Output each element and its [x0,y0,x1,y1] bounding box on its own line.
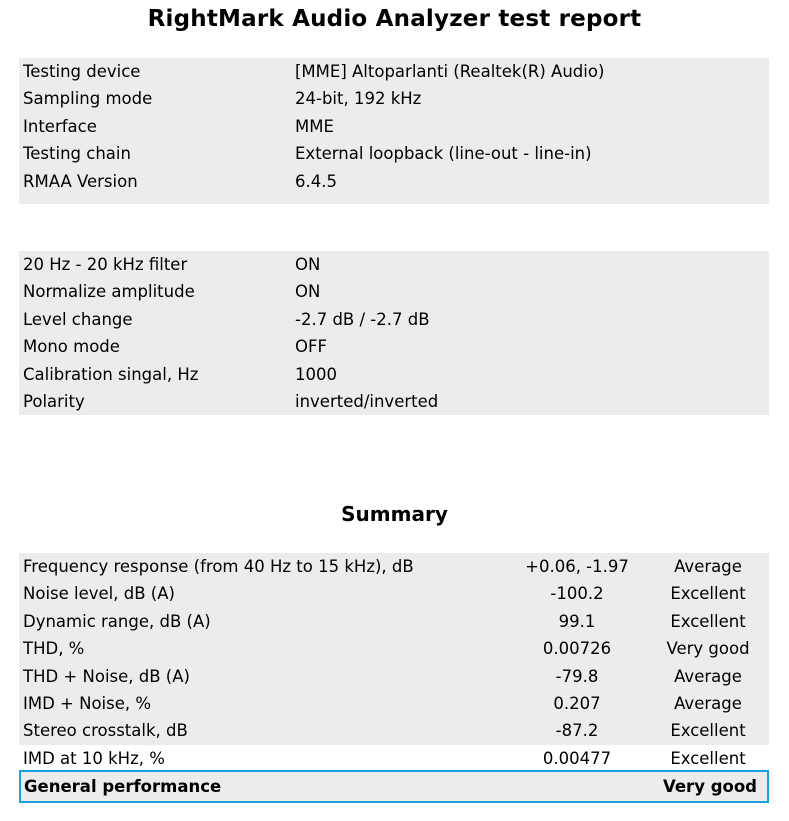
settings-row [19,278,769,305]
settings-row [19,251,769,278]
settings-value: 1000 [295,364,337,384]
summary-label: Noise level, dB (A) [23,584,175,604]
summary-label: Frequency response (from 40 Hz to 15 kHz), dB [23,557,414,576]
info-value: [MME] Altoparlanti (Realtek(R) Audio) [295,62,605,81]
settings-row [19,333,769,360]
summary-label: IMD + Noise, % [23,693,152,713]
summary-row [19,635,769,662]
summary-label: THD + Noise, dB (A) [23,666,190,686]
summary-rating: Average [674,557,742,576]
settings-label: Mono mode [23,337,120,357]
summary-value: -100.2 [550,584,604,604]
summary-row [19,690,769,717]
settings-row [19,361,769,388]
summary-row [19,663,769,690]
settings-table [19,251,769,415]
summary-row [19,580,769,607]
info-row [19,58,769,85]
summary-value: 99.1 [558,611,596,631]
summary-table [19,553,769,772]
summary-value: 0.00477 [542,748,612,768]
info-value: 24-bit, 192 kHz [295,89,422,109]
info-label: Testing device [23,62,141,81]
settings-label: 20 Hz - 20 kHz filter [23,255,188,274]
settings-row [19,306,769,333]
info-value: External loopback (line-out - line-in) [295,144,592,164]
settings-value: -2.7 dB / -2.7 dB [295,309,430,329]
info-row [19,168,769,195]
settings-value: ON [295,255,321,274]
summary-rating: Excellent [670,584,746,604]
general-performance-rating: Very good [663,777,757,796]
summary-rating: Excellent [670,611,746,631]
summary-rating: Excellent [670,721,746,741]
settings-label: Calibration singal, Hz [23,364,199,384]
info-label: RMAA Version [23,171,138,191]
summary-label: Dynamic range, dB (A) [23,611,211,631]
settings-label: Normalize amplitude [23,282,195,302]
summary-rating: Very good [666,639,750,659]
settings-label: Polarity [23,391,85,411]
summary-row [19,608,769,635]
info-row [19,113,769,140]
summary-label: IMD at 10 kHz, % [23,748,165,768]
summary-row [19,745,769,772]
summary-heading: Summary [341,502,448,526]
summary-value: +0.06, -1.97 [525,557,629,576]
settings-label: Level change [23,309,133,329]
info-label: Testing chain [23,144,131,164]
general-performance-row [19,770,769,803]
info-table [19,58,769,204]
summary-row [19,717,769,744]
summary-rating: Excellent [670,748,746,768]
summary-rating: Average [674,693,742,713]
info-row [19,140,769,167]
settings-value: ON [295,282,321,302]
info-value: 6.4.5 [295,171,337,191]
summary-value: 0.207 [553,693,601,713]
info-label: Sampling mode [23,89,153,109]
settings-row [19,388,769,415]
summary-label: THD, % [23,639,85,659]
summary-rating: Average [674,666,742,686]
settings-value: inverted/inverted [295,391,439,411]
info-row [19,85,769,112]
general-performance-label: General performance [24,777,222,796]
summary-value: 0.00726 [542,639,612,659]
settings-value: OFF [295,337,327,357]
info-value: MME [295,116,334,136]
summary-value: -79.8 [555,666,599,686]
summary-row [19,553,769,580]
table-padding [19,195,769,204]
summary-value: -87.2 [555,721,599,741]
summary-label: Stereo crosstalk, dB [23,721,188,741]
report-title: RightMark Audio Analyzer test report [147,6,642,32]
info-label: Interface [23,116,97,136]
